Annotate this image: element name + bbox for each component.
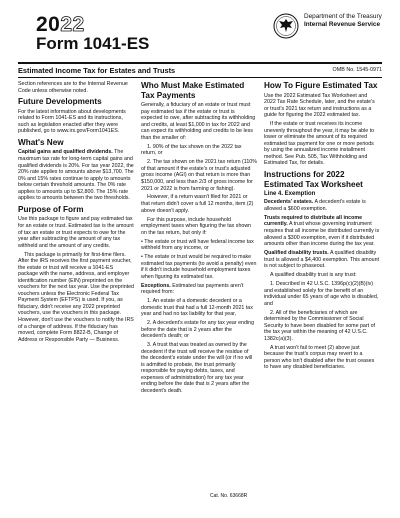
- intro-text: Section references are to the Internal Revenue Code unless otherwise noted.: [18, 81, 128, 94]
- qualified-text: A qualified disability trust is allowed a $4,400 exemption. This amount is not subject to phaseout.: [264, 250, 380, 270]
- exceptions-lead: Exceptions.: [141, 282, 171, 289]
- who-paragraph-4: However, if a return wasn't filed for 2021 or that return didn't cover a full 12 months, item (2) above doesn't apply.: [141, 194, 254, 214]
- department-text: [304, 13, 382, 29]
- purpose-paragraph-2: This package is primarily for first-time filers. After the IRS receives the first payment voucher, the estate or trust will receive a 1041-ES package with the name, address, and employer identification number (EIN) preprinted on the vouchers for the next tax year. Use the preprinted vouchers unless the Electronic Federal Tax Payment System (EFTPS) is used. If you, as fiduciary, didn't receive any 2022 preprinted vouchers, use the vouchers in this package. However, don't use the vouchers to notify the IRS of a change of address. If the fiduciary has moved, complete Form 8822-B, Change of Address or Responsible Party — Business.: [18, 251, 135, 343]
- department-line: Department of the Treasury: [304, 13, 382, 20]
- form-number: Form 1041-ES: [36, 34, 150, 53]
- qualified-paragraph: [264, 250, 380, 270]
- heading-worksheet-instructions: Instructions for 2022 Estimated Tax Worksheet: [264, 170, 363, 189]
- tax-year-prefix: 20: [36, 13, 61, 36]
- decedents-text: A decedent's estate is allowed a $600 exemption.: [264, 199, 366, 212]
- form-header: [18, 0, 382, 62]
- agency-line: Internal Revenue Service: [304, 21, 381, 28]
- decedents-lead: Decedents' estates.: [264, 199, 314, 206]
- heading-line-4: Line 4. Exemption: [264, 191, 316, 198]
- trusts-paragraph: [264, 215, 380, 248]
- exceptions-text: Estimated tax payments aren't required from:: [141, 282, 244, 296]
- department-block: [273, 13, 382, 39]
- who-bullet-2: • The estate or trust would be required to make estimated tax payments (to avoid a penalty) even if it didn't include household employment taxes when figuring its estimated tax.: [141, 254, 257, 280]
- qualified-lead: Qualified disability trusts.: [264, 250, 329, 256]
- heading-who-must-pay: Who Must Make Estimated Tax Payments: [141, 81, 245, 100]
- who-bullet-1: • The estate or trust will have federal income tax withheld from any income, or: [141, 238, 254, 252]
- omb-number: OMB No. 1545-0971: [332, 67, 382, 73]
- who-paragraph-3: 2. The tax shown on the 2021 tax return (110% of that amount if the estate's or trust's adjusted gross income (AGI) on that return is more than $150,000, and less than 2/3 of gross income for 2021 or 2022 is from farming or fishing).: [141, 159, 257, 192]
- purpose-paragraph-1: Use this package to figure and pay estimated tax for an estate or trust. Estimated tax is the amount of tax an estate or trust expects to owe for the year after subtracting the amount of any tax withheld and the amount of any credits.: [18, 216, 134, 249]
- catalog-number: Cat. No. 63668R: [210, 493, 248, 499]
- how-paragraph-1: Use the 2022 Estimated Tax Worksheet and 2022 Tax Rate Schedule, later, and the estate's or trust's 2021 tax return and instructions as a guide for figuring the 2022 estimated tax.: [264, 92, 375, 119]
- qualified-paragraph-2: A qualified disability trust is any trust:: [270, 272, 357, 279]
- who-paragraph-1: Generally, a fiduciary of an estate or trust must pay estimated tax if the estate or trust is expected to owe, after subtracting its withholding and credits, at least $1,000 in tax for 2022 and can expect its withholding and credits to be less than the smaller of:: [141, 102, 256, 141]
- column-2: [141, 81, 257, 397]
- header-rule: [18, 62, 382, 64]
- decedents-paragraph: [264, 199, 380, 212]
- tax-year-suffix: 22: [60, 13, 85, 36]
- subtitle-rule: [18, 77, 382, 78]
- how-paragraph-2: If the estate or trust receives its income unevenly throughout the year, it may be able to lower or eliminate the amount of its required estimated tax payment for one or more periods by using the annualized income installment method. See Pub. 505, Tax Withholding and Estimated Tax, for details.: [264, 121, 375, 167]
- heading-how-to-figure: How To Figure Estimated Tax: [264, 81, 378, 90]
- qualified-item-1: 1. Described in 42 U.S.C. 1396p(c)(2)(B)(iv) and established solely for the benefit of an individual under 65 years of age who is disabled, and: [264, 280, 379, 307]
- exception-item-3: 3. A trust that was treated as owned by the decedent if the trust will receive the residue of the decedent's estate under the will (or if no will is admitted to probate, the trust primarily responsible for paying debts, taxes, and expenses of administration) for any tax year ending before the date that is 2 years after the decedent's death.: [141, 342, 253, 394]
- trusts-lead: Trusts required to distribute all income currently.: [264, 214, 363, 228]
- whats-new-paragraph: [18, 149, 134, 201]
- form-subtitle: Estimated Income Tax for Estates and Trusts: [18, 66, 176, 75]
- heading-future-developments: Future Developments: [18, 97, 102, 107]
- heading-whats-new: What's New: [18, 137, 64, 147]
- qualified-item-2: 2. All of the beneficiaries of which are determined by the Commissioner of Social Security to have been disabled for some part of the tax year within the meaning of 42 U.S.C. 1382c(a)(3).: [264, 309, 376, 342]
- trusts-text: A trust whose governing instrument requires that all income be distributed currently is allowed a $300 exemption, even if it distributed amounts other than income during the tax year.: [264, 221, 380, 248]
- column-1: [18, 81, 134, 397]
- exceptions-paragraph: [141, 283, 257, 296]
- qualified-paragraph-5: A trust won't fail to meet (2) above just because the trust's corpus may revert to a person who isn't disabled after the trust ceases to have any disabled beneficiaries.: [264, 344, 375, 371]
- instructions-body: [18, 81, 382, 397]
- exception-item-1: 1. An estate of a domestic decedent or a domestic trust that had a full 12-month 2021 tax year and had no tax liability for that year,: [141, 298, 253, 318]
- whats-new-text: The maximum tax rate for long-term capital gains and qualified dividends is 20%. For tax year 2022, the 20% rate applies to amounts above $13,700. The 0% and 15% rates continue to apply to amounts below certain threshold amounts. The 0% rate applies to amounts up to $2,800. The 15% rate applies to amounts between the two thresholds.: [18, 149, 134, 202]
- future-text: For the latest information about developments related to Form 1041-ES and its instructions, such as legislation enacted after they were published, go to www.irs.gov/Form1041ES.: [18, 108, 126, 135]
- heading-purpose-of-form: Purpose of Form: [18, 204, 84, 214]
- who-paragraph-2: 1. 90% of the tax shown on the 2022 tax return, or: [141, 143, 242, 157]
- treasury-eagle-icon: [273, 13, 299, 39]
- who-paragraph-5: For this purpose, include household employment taxes when figuring the tax shown on the tax return, but only if:: [141, 216, 252, 236]
- whats-new-lead: Capital gains and qualified dividends.: [18, 149, 113, 156]
- column-3: [264, 81, 380, 397]
- exception-item-2: 2. A decedent's estate for any tax year ending before the date that is 2 years after the decedent's death; or: [141, 320, 255, 340]
